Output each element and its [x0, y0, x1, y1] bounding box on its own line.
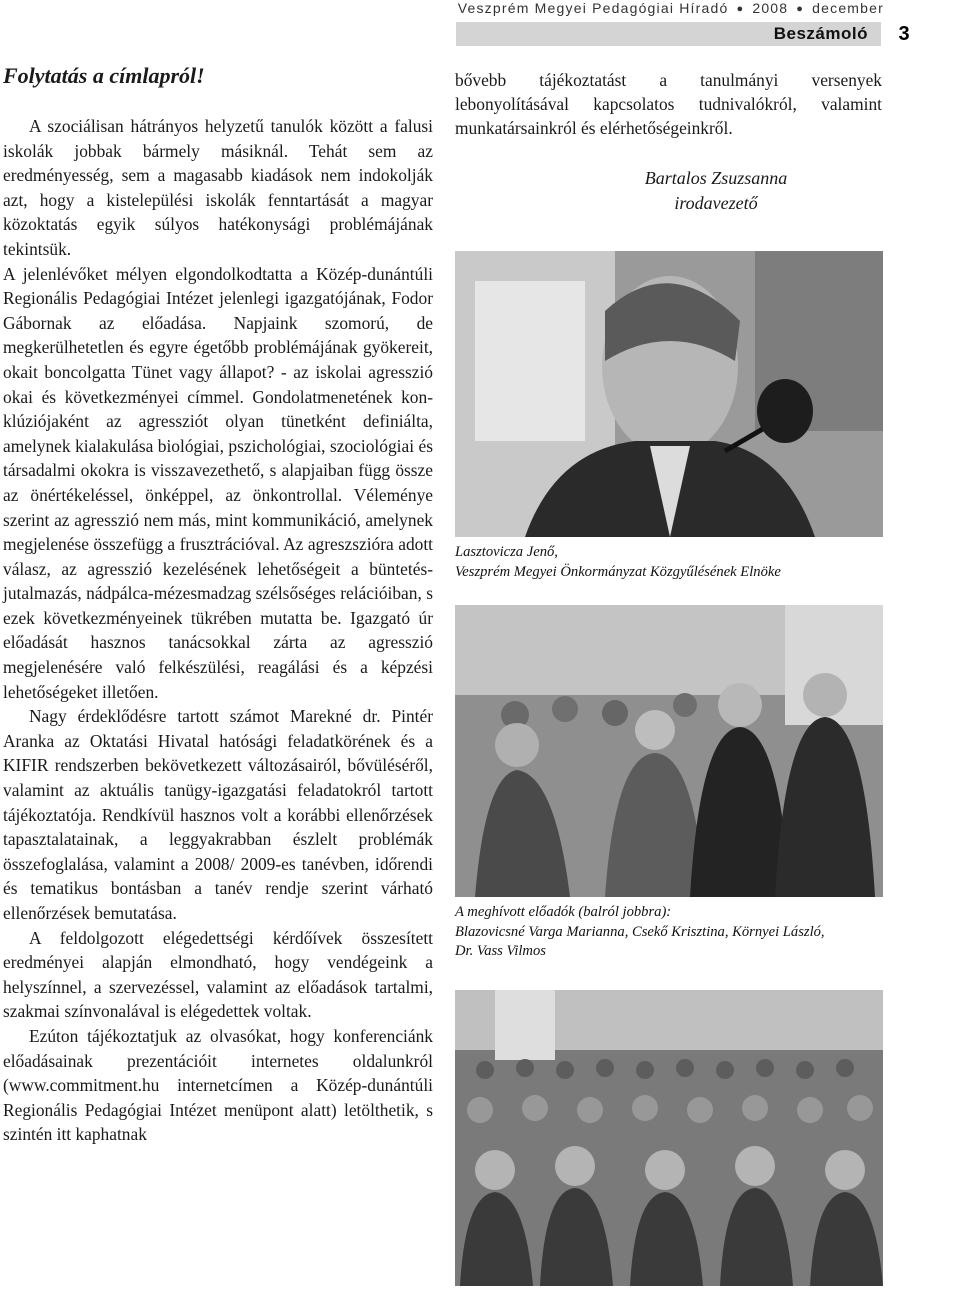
- publication-name: Veszprém Megyei Pedagógiai Híradó: [457, 0, 729, 16]
- photo-audience: [455, 990, 883, 1286]
- publication-year: 2008: [752, 0, 789, 16]
- caption-line: Veszprém Megyei Önkormányzat Közgyűlésének Elnöke: [455, 563, 781, 580]
- audience-photo-icon: [455, 990, 883, 1286]
- photo-speaker: [455, 251, 883, 537]
- section-title: Beszámoló: [773, 24, 868, 43]
- continued-label: Folytatás a címlapról!: [3, 63, 205, 88]
- publication-month: december: [812, 0, 884, 16]
- page-number: 3: [898, 23, 910, 45]
- signature: [455, 166, 882, 215]
- paragraph: A jelenlévőket mélyen elgondolkodtatta a Közép-dunántúli Regionális Pedagógiai Intézet jelenlegi igazgatójának, Fodor Gábornak az előadása. Napjaink szomorú, de megkerülhetetlen és egyre égetőbb problémájának gyökereit, okait boncolgatta Tünet vagy állapot? - az iskolai agresszió okai és következményei címmel. Gondolatmenetének konklúziójaként az agressziót olyan tünetként definiálta, amelynek kialakulása biológiai, pszichológiai, szociológiai és társadalmi okokra is visszavezethető, s alapjaiban függ össze az önértékeléssel, önképpel, az önkontrollal. Véleménye szerint az agresszió nem más, mint kommunikáció, amelynek megjelenése összefügg a frusztrációval. Az agreszszióra adott válasz, az agresszió kezelésének lehetőségeit a büntetés-jutalmazás, nádpálca-mézesmadzag szélsőséges relációiban, s ezek következményeinek tükrében mutatta be. Igazgató úr előadását hasznos tanácsokkal zárta az agresszió megjelenésére való felkészülési, reagálási és a képzési lehetőségeket illetően.: [3, 263, 433, 702]
- bullet-icon: ●: [736, 3, 745, 15]
- paragraph: Nagy érdeklődésre tartott számot Marekné dr. Pintér Aranka az Oktatási Hivatal hatósági feladatkörének és a KIFIR rendszerben bekövetkezett változásairól, bővüléséről, valamint az aktuális tanügy-igazgatási feladatokról tartott tájékoztatója. Rendkívül hasznos volt a korábbi ellenőrzések tapasztalatainak, a leggyakrabban észlelt problémák összefoglalása, valamint a 2008/ 2009-es tanévben, időrendi és tematikus bontásban a tanév rendje szerint várható ellenőrzések bemutatása.: [3, 706, 433, 923]
- caption-speaker: [455, 543, 885, 582]
- caption-line: A meghívott előadók (balról jobbra):: [455, 904, 672, 920]
- speaker-photo-icon: [455, 251, 883, 537]
- left-column: [3, 62, 433, 1147]
- article-body: [3, 114, 433, 1147]
- caption-line: Blazovicsné Varga Marianna, Csekő Krisztina, Környei László,: [455, 923, 825, 940]
- signature-title: irodavezető: [674, 192, 758, 213]
- photo-guests: [455, 605, 883, 897]
- guests-photo-icon: [455, 605, 883, 897]
- bullet-icon: ●: [796, 3, 805, 15]
- caption-line: Dr. Vass Vilmos: [455, 943, 546, 960]
- paragraph-continuation: bővebb tájékoztatást a tanulmányi versenyek lebonyolításával kapcsolatos tudnivalókról, valamint munkatársainkról és elérhetőségeinkről.: [455, 70, 882, 138]
- running-header: [458, 0, 884, 16]
- caption-line: Lasztovicza Jenő,: [455, 544, 558, 560]
- paragraph: A szociálisan hátrányos helyzetű tanulók között a falusi iskolák jobbak bármely másiknál. Tehát sem az eredményesség, sem a magasabb kiadások nem indokolják azt, hogy a kistelepülési iskolák fenntartását a magyar közoktatás egyik súlyos hatékonysági problémájának tekintsük.: [3, 116, 433, 259]
- signature-name: Bartalos Zsuzsanna: [644, 168, 788, 188]
- paragraph: A feldolgozott elégedettségi kérdőívek összesített eredményei alapján elmondható, hogy vendégeink a helyszínnel, a szervezéssel, valamint az előadások tartalmi, szakmai színvonalával is elégedettek voltak.: [3, 927, 433, 1022]
- paragraph: Ezúton tájékoztatjuk az olvasókat, hogy konferenciánk előadásainak prezentációit internetes oldalunkról (www.commitment.hu internetcímen a Közép-dunántúli Regionális Pedagógiai Intézet menüpont alatt) letölthetik, s szintén itt kaphatnak: [3, 1025, 433, 1145]
- right-column: [455, 68, 882, 215]
- caption-guests: [455, 903, 885, 962]
